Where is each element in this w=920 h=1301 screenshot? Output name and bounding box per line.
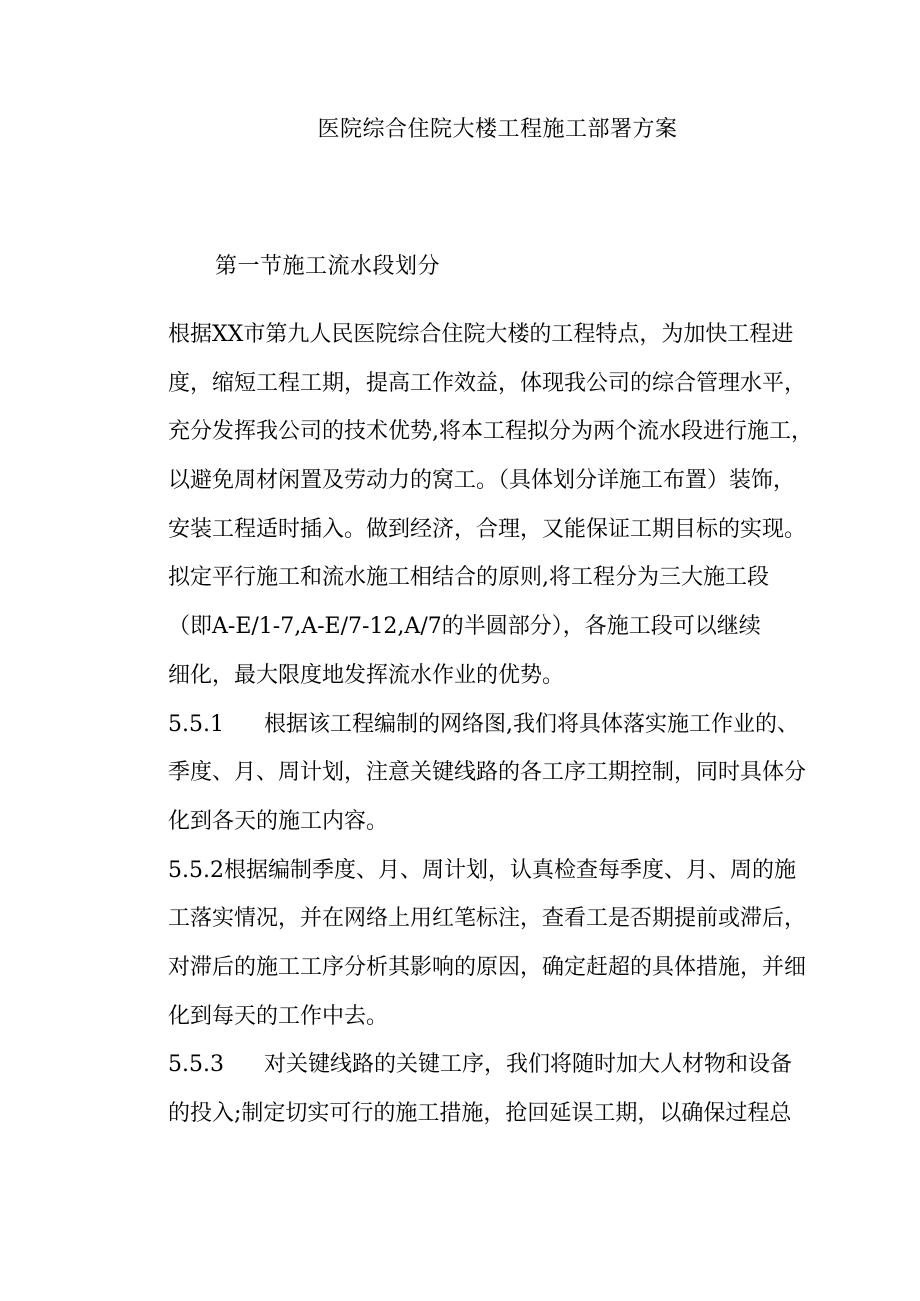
paragraph-line: 季度、月、周计划，注意关键线路的各工序工期控制，同时具体分 bbox=[168, 760, 807, 786]
paragraph-line: 充分发挥我公司的技术优势,将本工程拟分为两个流水段进行施工， bbox=[168, 419, 813, 445]
item-text: 根据该工程编制的网络图,我们将具体落实施工作业的、 bbox=[263, 711, 799, 737]
paragraph-line: 细化，最大限度地发挥流水作业的优势。 bbox=[168, 662, 565, 688]
paragraph-line: 安装工程适时插入。做到经济，合理，又能保证工期目标的实现。 bbox=[168, 516, 807, 542]
item-number: 5.5.1 bbox=[168, 711, 224, 737]
item-5-5-2-first-line: 5.5.2根据编制季度、月、周计划，认真检查每季度、月、周的施 bbox=[168, 857, 796, 883]
paragraph-line: 拟定平行施工和流水施工相结合的原则,将工程分为三大施工段 bbox=[168, 565, 769, 591]
item-number: 5.5.3 bbox=[168, 1052, 224, 1078]
item-5-5-1-first-line bbox=[168, 701, 848, 750]
paragraph-line: 度，缩短工程工期，提高工作效益，体现我公司的综合管理水平， bbox=[168, 370, 807, 396]
paragraph-line: 化到各天的施工内容。 bbox=[168, 808, 389, 834]
body-text bbox=[168, 311, 848, 1139]
paragraph-line: 的投入;制定切实可行的施工措施，抢回延误工期，以确保过程总 bbox=[168, 1101, 792, 1126]
paragraph-line: 工落实情况，并在网络上用红笔标注，查看工是否期提前或滞后， bbox=[168, 906, 807, 932]
paragraph-line: 对滞后的施工工序分析其影响的原因，确定赶超的具体措施，并细 bbox=[168, 954, 807, 980]
paragraph-line: 以避免周材闲置及劳动力的窝工。（具体划分详施工布置）装饰， bbox=[168, 468, 796, 494]
document-title: 医院综合住院大楼工程施工部署方案 bbox=[317, 117, 678, 142]
paragraph-line: 根据XX市第九人民医院综合住院大楼的工程特点，为加快工程进 bbox=[168, 322, 794, 347]
item-text: 对关键线路的关键工序，我们将随时加大人材物和设备 bbox=[263, 1052, 792, 1078]
paragraph-line: 化到每天的工作中去。 bbox=[168, 1003, 389, 1029]
item-5-5-3-first-line bbox=[168, 1041, 848, 1090]
section-heading: 第一节施工流水段划分 bbox=[215, 254, 441, 279]
paragraph-line: （即A-E/1-7,A-E/7-12,A/7的半圆部分），各施工段可以继续 bbox=[168, 614, 761, 640]
